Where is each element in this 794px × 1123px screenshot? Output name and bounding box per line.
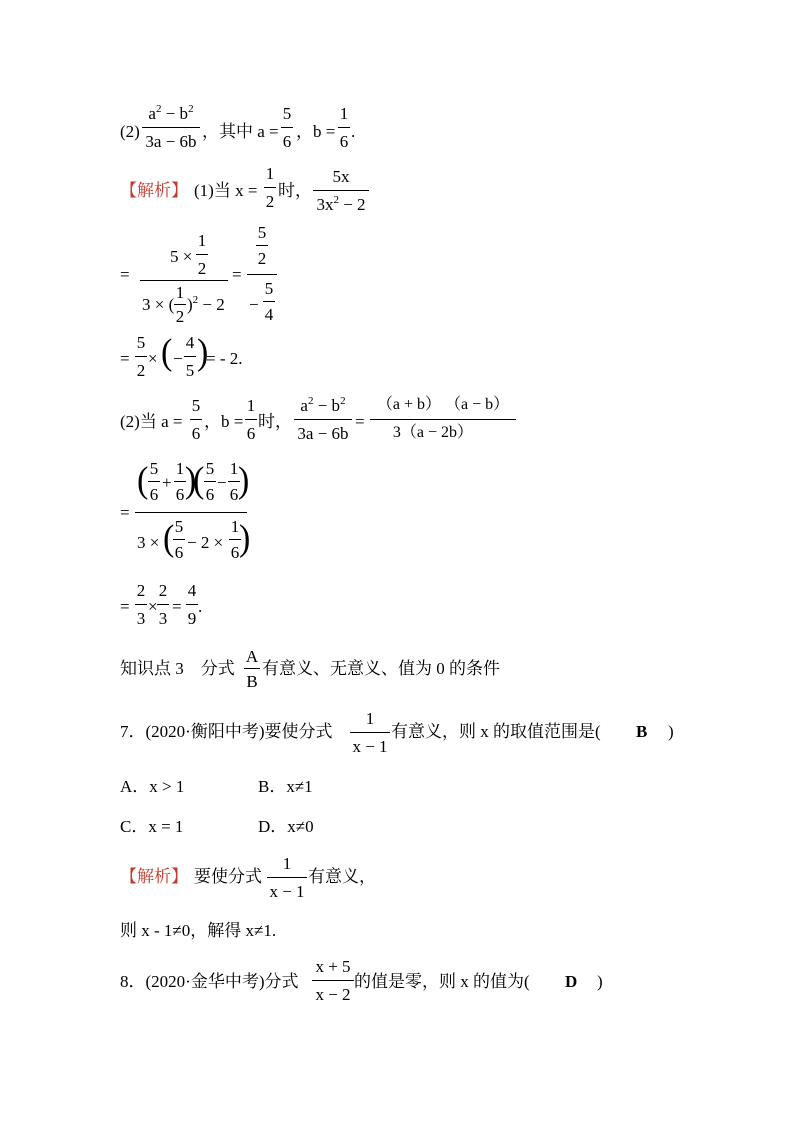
sol2-l3-period: . [198, 597, 203, 616]
sol2-b-num: 1 [246, 396, 256, 415]
sol1-l3-b [184, 334, 196, 380]
sol2-l2-paren: ( [193, 460, 205, 501]
sol2-l2-f3 [204, 460, 216, 504]
sol2-factored-num: （a + b） （a − b） [376, 396, 510, 413]
part2-a-value [281, 105, 293, 151]
sol1-l3-b-n: 4 [185, 333, 195, 352]
sol1-eq1: = [120, 265, 130, 284]
sol2-eq: = [355, 412, 365, 431]
sol2-expr-num-sup2: 2 [340, 395, 346, 407]
sol2-l2-big-fraction [135, 459, 251, 570]
sol1-step2-num-d: 2 [257, 249, 267, 268]
sol2-l2-d3: 6 [205, 485, 215, 504]
sol2-l2-plus: + [162, 473, 172, 492]
sol2-b-den: 6 [246, 424, 256, 443]
kp3-frac-num: A [245, 647, 259, 666]
sol1-step2-den-minus: − [249, 295, 259, 314]
sol1-step1-den-fn: 1 [175, 283, 185, 302]
sol1-l3-times: × [148, 349, 158, 368]
part2-where: ，其中 a = [202, 122, 279, 141]
sol1-when: 时， [278, 181, 312, 200]
sol1-l3-lparen: ( [161, 332, 173, 373]
q7-stem-a: 7．(2020·衡阳中考)要使分式 [120, 722, 333, 741]
sol2-l3-b [157, 582, 169, 628]
sol2-l2-paren: ( [137, 460, 149, 501]
sol1-x-num: 1 [265, 164, 275, 183]
sol2-l3-c-d: 9 [187, 609, 197, 628]
q8-stem-b: 的值是零，则 x 的值为( [354, 972, 530, 991]
sol2-l3-times: × [148, 597, 158, 616]
q7-answer: B [636, 722, 648, 741]
q7-sol-frac-num: 1 [282, 854, 292, 873]
part2-a-den: 6 [282, 132, 292, 151]
sol1-step1-den-fd: 2 [175, 307, 185, 326]
q8-frac-num: x + 5 [315, 957, 351, 976]
sol1-step2-den-n: 5 [264, 279, 274, 298]
sol2-l2-paren: ) [239, 518, 251, 559]
sol1-step1-den-frac [174, 284, 186, 326]
q7-sol-b: 有意义， [308, 867, 376, 886]
sol2-expr-num-mid: − b [313, 396, 341, 415]
sol2-l2-d2: 6 [175, 485, 185, 504]
sol1-l3-eq: = [120, 349, 130, 368]
q7-frac-num: 1 [365, 709, 375, 728]
part2-num-a: a [148, 104, 156, 123]
kp3-fraction [244, 648, 260, 690]
sol1-l3-a-n: 5 [136, 333, 146, 352]
sol2-l3-b-n: 2 [158, 581, 168, 600]
sol2-l2-n2: 1 [175, 459, 185, 478]
sol2-a-num: 5 [191, 396, 201, 415]
sol1-l3-a-d: 2 [136, 361, 146, 380]
sol2-lead: (2)当 a = [120, 412, 183, 431]
sol1-step2-num-n: 5 [257, 223, 267, 242]
sol1-expr-num: 5x [332, 167, 350, 186]
sol2-l2-f1 [148, 460, 160, 504]
sol1-step1-den-b: ) [187, 295, 193, 314]
sol2-l3-eq: = [120, 597, 130, 616]
q7-sol-a: 要使分式 [194, 867, 262, 886]
sol1-step1-num-fd: 2 [197, 259, 207, 278]
q7-close: ) [668, 722, 674, 741]
sol2-l3-a-d: 3 [136, 609, 146, 628]
sol1-expr-den-a: 3x [316, 195, 334, 214]
sol1-step1-num-a: 5 × [170, 247, 193, 266]
sol2-l2-minus: − [217, 473, 227, 492]
sol2-l2-paren: ) [238, 460, 250, 501]
sol2-a-value [190, 397, 202, 443]
kp3-rest: 有意义、无意义、值为 0 的条件 [262, 659, 500, 678]
q7-stem-b: 有意义，则 x 的取值范围是( [391, 722, 601, 741]
sol2-l2-den-a: 3 × [137, 533, 160, 552]
sol2-l2-eq: = [120, 503, 130, 522]
sol2-factored [370, 397, 516, 443]
sol2-l2-d6: 6 [230, 543, 240, 562]
sol1-expr-den-sup: 2 [333, 194, 339, 206]
sol2-l2-d1: 6 [149, 485, 159, 504]
sol1-l3-a [135, 334, 147, 380]
sol1-step1-num-frac [196, 232, 208, 278]
sol2-l2-n5: 5 [174, 517, 184, 536]
sol2-l3-a-n: 2 [136, 581, 146, 600]
sol2-l3-c-n: 4 [187, 581, 197, 600]
kp3-frac-den: B [246, 672, 258, 691]
sol1-lead: (1)当 x = [194, 181, 258, 200]
q8-frac-den: x − 2 [315, 985, 351, 1004]
q7-sol-frac-den: x − 1 [269, 882, 305, 901]
sol2-l2-n3: 5 [205, 459, 215, 478]
sol1-step1-num [170, 248, 192, 265]
sol1-step2-num [256, 224, 268, 268]
part2-label: (2) [120, 122, 140, 141]
sol1-l3-result: = - 2. [206, 349, 243, 368]
sol1-step2 [247, 224, 277, 324]
q7-solution-tag: 【解析】 [120, 867, 188, 886]
sol2-l2-n1: 5 [149, 459, 159, 478]
sol1-step1-den-c: − 2 [198, 295, 225, 314]
sol1-expression [313, 168, 369, 214]
sol1-expr-den-b: − 2 [338, 195, 366, 214]
part2-num-mid: − b [161, 104, 189, 123]
part2-a-num: 5 [282, 104, 292, 123]
sol1-step1-den-sup: 2 [192, 294, 199, 306]
part2-b-den: 6 [339, 132, 349, 151]
sol1-l3-b-d: 5 [185, 361, 195, 380]
sol1-l3-rparen: ) [197, 332, 209, 373]
q7-sol-line2: 则 x - 1≠0，解得 x≠1. [120, 921, 277, 940]
sol2-expr-num-a: a [300, 396, 308, 415]
sol2-l3-b-d: 3 [158, 609, 168, 628]
sol2-expr-den: 3a − 6b [297, 424, 349, 443]
sol2-a-den: 6 [191, 424, 201, 443]
sol2-l2-d4: 6 [229, 485, 239, 504]
sol2-l2-n4: 1 [229, 459, 239, 478]
kp3-label: 知识点 3 分式 [120, 659, 235, 678]
q7-frac-den: x − 1 [352, 737, 388, 756]
sol1-step2-den [263, 280, 275, 324]
part2-fraction [142, 105, 200, 151]
sol1-eq2: = [232, 265, 242, 284]
sol1-step1-num-fn: 1 [197, 231, 207, 250]
sol2-l3-a [135, 582, 147, 628]
q8-stem-a: 8．(2020·金华中考)分式 [120, 972, 299, 991]
part2-num-sup2: 2 [188, 103, 194, 115]
q7-option-a: A．x > 1 [120, 777, 185, 796]
part2-den: 3a − 6b [145, 132, 197, 151]
sol1-step1-den-a: 3 × ( [142, 295, 175, 314]
q8-fraction [312, 958, 354, 1004]
q7-option-d: D．x≠0 [258, 817, 314, 836]
sol2-l2-den-mid: − 2 × [187, 533, 224, 552]
sol1-step2-den-d: 4 [264, 305, 274, 324]
q7-option-c: C．x = 1 [120, 817, 184, 836]
sol1-x-den: 2 [265, 192, 275, 211]
sol2-factored-den: 3（a − 2b） [392, 424, 474, 441]
part2-b-value [338, 105, 350, 151]
solution-tag: 【解析】 [120, 181, 188, 200]
q7-sol-fraction [267, 855, 307, 901]
sol2-l2-d5: 6 [174, 543, 184, 562]
q7-option-b: B．x≠1 [258, 777, 313, 796]
sol1-x-value [264, 165, 276, 211]
sol1-l3-minus: − [173, 349, 183, 368]
sol2-l2-n6: 1 [230, 517, 240, 536]
sol2-when: 时， [258, 412, 292, 431]
part2-num-sup1: 2 [155, 103, 162, 115]
sol2-b-value [245, 397, 257, 443]
q8-close: ) [597, 972, 603, 991]
sol2-b-text: ，b = [204, 412, 244, 431]
sol2-l3-eq2: = [172, 597, 182, 616]
part2-b-text: ，b = [296, 122, 336, 141]
q8-answer: D [565, 972, 578, 991]
sol2-l3-c [186, 582, 198, 628]
sol2-expression [294, 397, 352, 443]
sol2-expr-num-sup1: 2 [307, 395, 314, 407]
sol2-l2-f5 [173, 518, 185, 562]
sol2-l2-paren: ( [163, 518, 175, 559]
q7-fraction [350, 710, 390, 756]
sol2-l2-paren: ) [185, 460, 197, 501]
sol1-step1 [140, 232, 228, 324]
part2-period: . [351, 122, 356, 141]
part2-b-num: 1 [339, 104, 349, 123]
